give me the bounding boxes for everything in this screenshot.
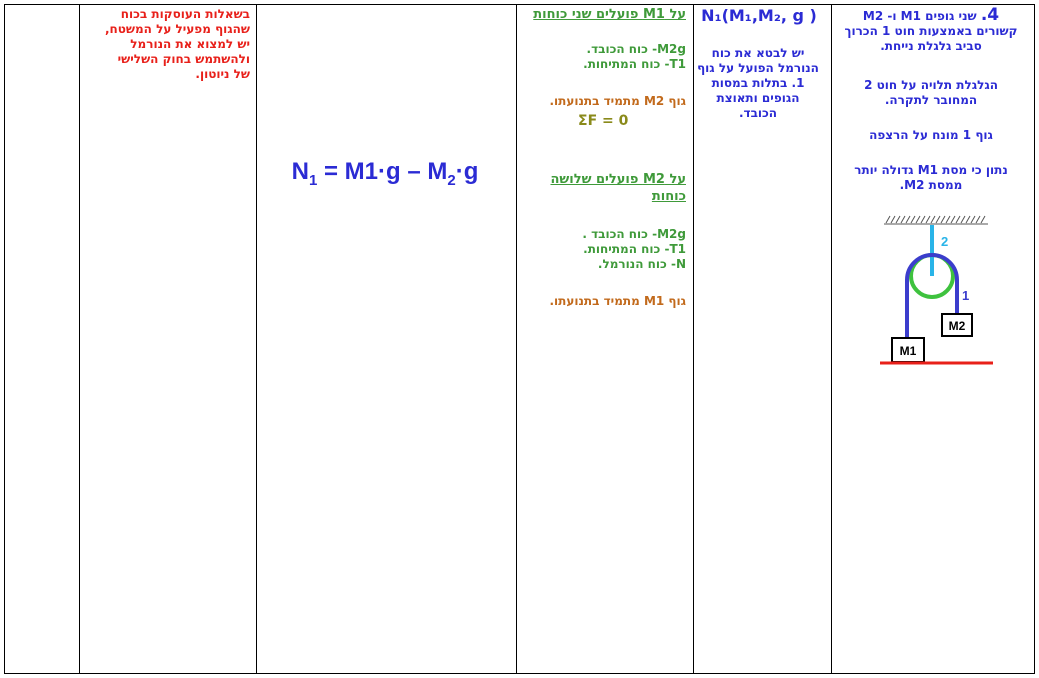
goal-formula: N₁(M₁,M₂, g ) (701, 6, 817, 25)
column-formula (257, 5, 517, 673)
mass-text: נתון כי מסת M1 גדולה יותר ממסת M2. (854, 163, 1008, 192)
mass-m1-label: M1 (899, 344, 917, 358)
column-empty (5, 5, 80, 673)
column-note (80, 5, 257, 673)
m1-equilibrium-note: גוף M1 מתמיד בתנועתו. (549, 294, 686, 308)
problem-number: 4. (980, 5, 1000, 25)
m2-equilibrium-note: גוף M2 מתמיד בתנועתו. (549, 94, 686, 108)
newton-third-law-note: בשאלות העוסקות בכוח שהגוף מפעיל על המשטח, יש למצוא את הנורמל ולהשתמש בחוק השלישי של ניוטון. (104, 7, 250, 81)
goal-text: יש לבטא את כוח הנורמל הפועל על גוף 1. בתלות במסות הגופים ותאוצת הכובד. (697, 46, 819, 120)
problem-statement: 4. שני גופים M1 ו- M2 קשורים באמצעות חוט 1 הכרוך סביב גלגלת נייחת. (844, 5, 1018, 53)
pulley-diagram (870, 212, 1000, 372)
rope-2-label: 2 (941, 234, 949, 249)
floor-text: גוף 1 מונח על הרצפה (869, 128, 993, 142)
rope-1-label: 1 (962, 288, 970, 303)
pulley-text: הגלגלת תלויה על חוט 2 המחובר לתקרה. (864, 78, 998, 107)
normal-force-formula: $N_1 = M1\cdot g - M_2\cdot g$ (291, 158, 479, 189)
ceiling-hatch (884, 216, 988, 224)
sum-forces-formula: ΣF = 0 (578, 113, 629, 129)
m2-forces-list: M2g- כוח הכובד . T1- כוח המתיחות. N- כוח הנורמל. (582, 227, 686, 271)
mass-m2-label: M2 (948, 319, 966, 333)
heading-m2-forces: על M2 פועלים שלושה כוחות (550, 172, 686, 204)
heading-m1-forces: על M1 פועלים שני כוחות (533, 7, 686, 22)
m1-forces-list: M2g- כוח הכובד. T1- כוח המתיחות. (583, 42, 686, 71)
